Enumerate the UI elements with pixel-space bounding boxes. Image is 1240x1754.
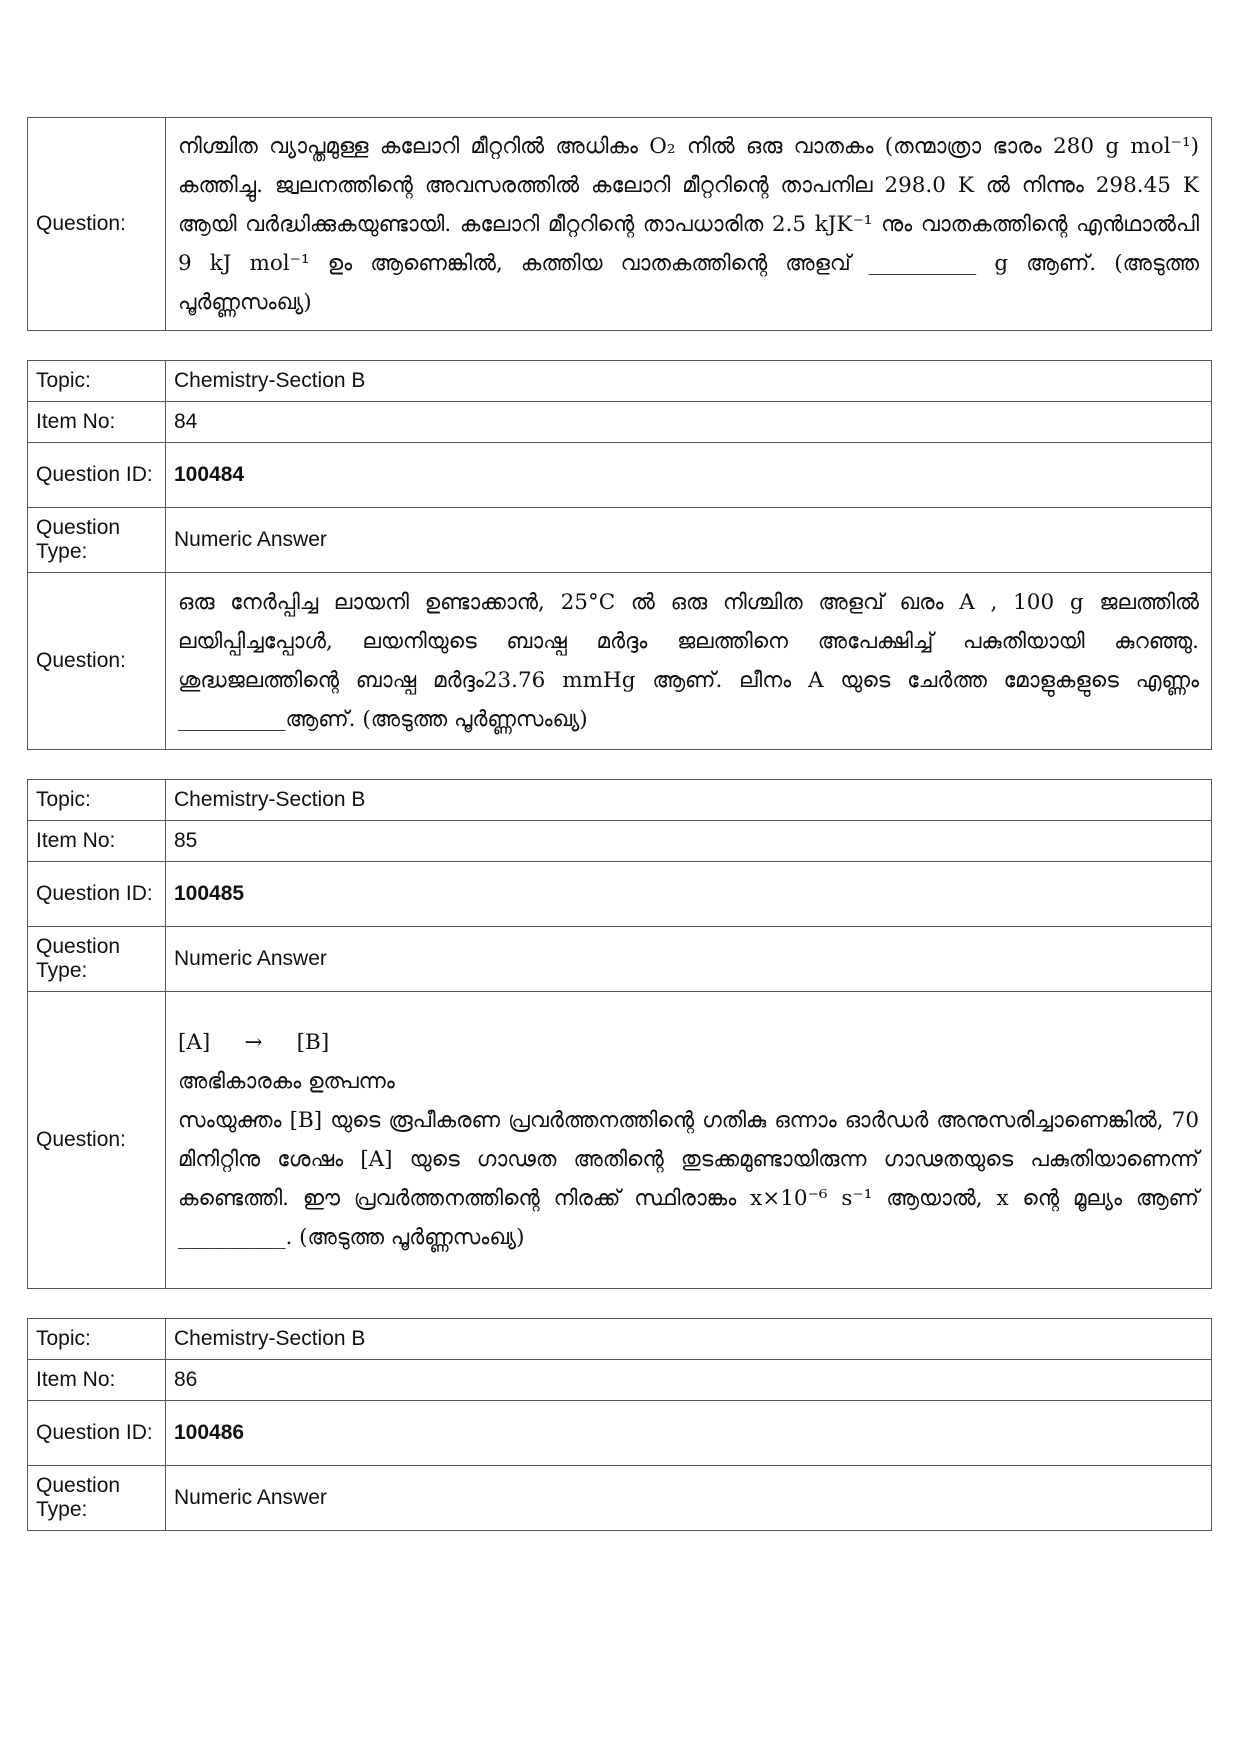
- question-block-84: [27, 360, 1212, 750]
- item-no-row: [28, 821, 1212, 862]
- item-no-row: [28, 402, 1212, 443]
- topic-row: [28, 1319, 1212, 1360]
- question-type-label: Question Type:: [28, 1466, 166, 1531]
- question-type-value: Numeric Answer: [166, 508, 1212, 573]
- question-id-value: 100484: [166, 443, 1212, 508]
- question-row: [28, 573, 1212, 750]
- question-type-row: [28, 1466, 1212, 1531]
- item-no-value: 86: [166, 1360, 1212, 1401]
- reaction-labels: അഭികാരകം ഉത്പന്നം: [178, 1069, 395, 1094]
- topic-value: Chemistry-Section B: [166, 780, 1212, 821]
- document-page: [27, 117, 1212, 1560]
- question-block-85: [27, 779, 1212, 1289]
- question-type-label: Question Type:: [28, 927, 166, 992]
- question-type-value: Numeric Answer: [166, 927, 1212, 992]
- topic-label: Topic:: [28, 361, 166, 402]
- item-no-row: [28, 1360, 1212, 1401]
- item-no-value: 85: [166, 821, 1212, 862]
- topic-label: Topic:: [28, 1319, 166, 1360]
- topic-label: Topic:: [28, 780, 166, 821]
- question-type-label: Question Type:: [28, 508, 166, 573]
- question-text: സംയുക്തം [B] യുടെ രൂപീകരണ പ്രവർത്തനത്തിന്റെ ഗതികു ഒന്നാം ഓർഡർ അനുസരിച്ചാണെങ്കിൽ, 70 മിനിറ്റിനു ശേഷം [A] യുടെ ഗാഢത അതിന്റെ തുടക്കമുണ്ടായിരുന്ന ഗാഢതയുടെ പകുതിയാണെന്ന് കണ്ടെത്തി. ഈ പ്രവർത്തനത്തിന്റെ നിരക്ക് സ്ഥിരാങ്കം x×10⁻⁶ s⁻¹ ആയാൽ, x ന്റെ മൂല്യം ആണ് __________. (അടുത്ത പൂർണ്ണസംഖ്യ): [178, 1108, 1199, 1250]
- question-block-83: [27, 117, 1212, 331]
- question-id-value: 100486: [166, 1401, 1212, 1466]
- question-row: [28, 992, 1212, 1289]
- topic-value: Chemistry-Section B: [166, 361, 1212, 402]
- question-id-row: [28, 862, 1212, 927]
- question-label: Question:: [28, 118, 166, 331]
- question-id-label: Question ID:: [28, 1401, 166, 1466]
- item-no-label: Item No:: [28, 1360, 166, 1401]
- question-label: Question:: [28, 992, 166, 1289]
- question-type-row: [28, 508, 1212, 573]
- item-no-value: 84: [166, 402, 1212, 443]
- reaction-equation: [A] → [B]: [178, 1030, 330, 1055]
- topic-row: [28, 780, 1212, 821]
- question-text: നിശ്ചിത വ്യാപ്തമുള്ള കലോറി മീറ്ററിൽ അധികം O₂ നിൽ ഒരു വാതകം (തന്മാത്രാ ഭാരം 280 g mol⁻¹) കത്തിച്ചു. ജ്വലനത്തിന്റെ അവസരത്തിൽ കലോറി മീറ്ററിന്റെ താപനില 298.0 K ൽ നിന്നും 298.45 K ആയി വർദ്ധിക്കുകയുണ്ടായി. കലോറി മീറ്ററിന്റെ താപധാരിത 2.5 kJK⁻¹ നും വാതകത്തിന്റെ എൻഥാൽപി 9 kJ mol⁻¹ ഉം ആണെങ്കിൽ, കത്തിയ വാതകത്തിന്റെ അളവ് __________ g ആണ്. (അടുത്ത പൂർണ്ണസംഖ്യ): [166, 118, 1212, 331]
- topic-value: Chemistry-Section B: [166, 1319, 1212, 1360]
- question-label: Question:: [28, 573, 166, 750]
- question-id-label: Question ID:: [28, 862, 166, 927]
- question-type-value: Numeric Answer: [166, 1466, 1212, 1531]
- question-cell: [166, 992, 1212, 1289]
- question-id-label: Question ID:: [28, 443, 166, 508]
- question-id-value: 100485: [166, 862, 1212, 927]
- topic-row: [28, 361, 1212, 402]
- item-no-label: Item No:: [28, 821, 166, 862]
- item-no-label: Item No:: [28, 402, 166, 443]
- question-id-row: [28, 1401, 1212, 1466]
- question-row: [28, 118, 1212, 331]
- question-block-86: [27, 1318, 1212, 1531]
- question-type-row: [28, 927, 1212, 992]
- question-id-row: [28, 443, 1212, 508]
- question-text: ഒരു നേർപ്പിച്ച ലായനി ഉണ്ടാക്കാൻ, 25°C ൽ ഒരു നിശ്ചിത അളവ് ഖരം A , 100 g ജലത്തിൽ ലയിപ്പിച്ചപ്പോൾ, ലയനിയുടെ ബാഷ്പ മർദ്ദം ജലത്തിനെ അപേക്ഷിച്ച് പകുതിയായി കുറഞ്ഞു. ശുദ്ധജലത്തിന്റെ ബാഷ്പ മർദ്ദം23.76 mmHg ആണ്. ലീനം A യുടെ ചേർത്ത മോളുകളുടെ എണ്ണം __________ആണ്. (അടുത്ത പൂർണ്ണസംഖ്യ): [166, 573, 1212, 750]
